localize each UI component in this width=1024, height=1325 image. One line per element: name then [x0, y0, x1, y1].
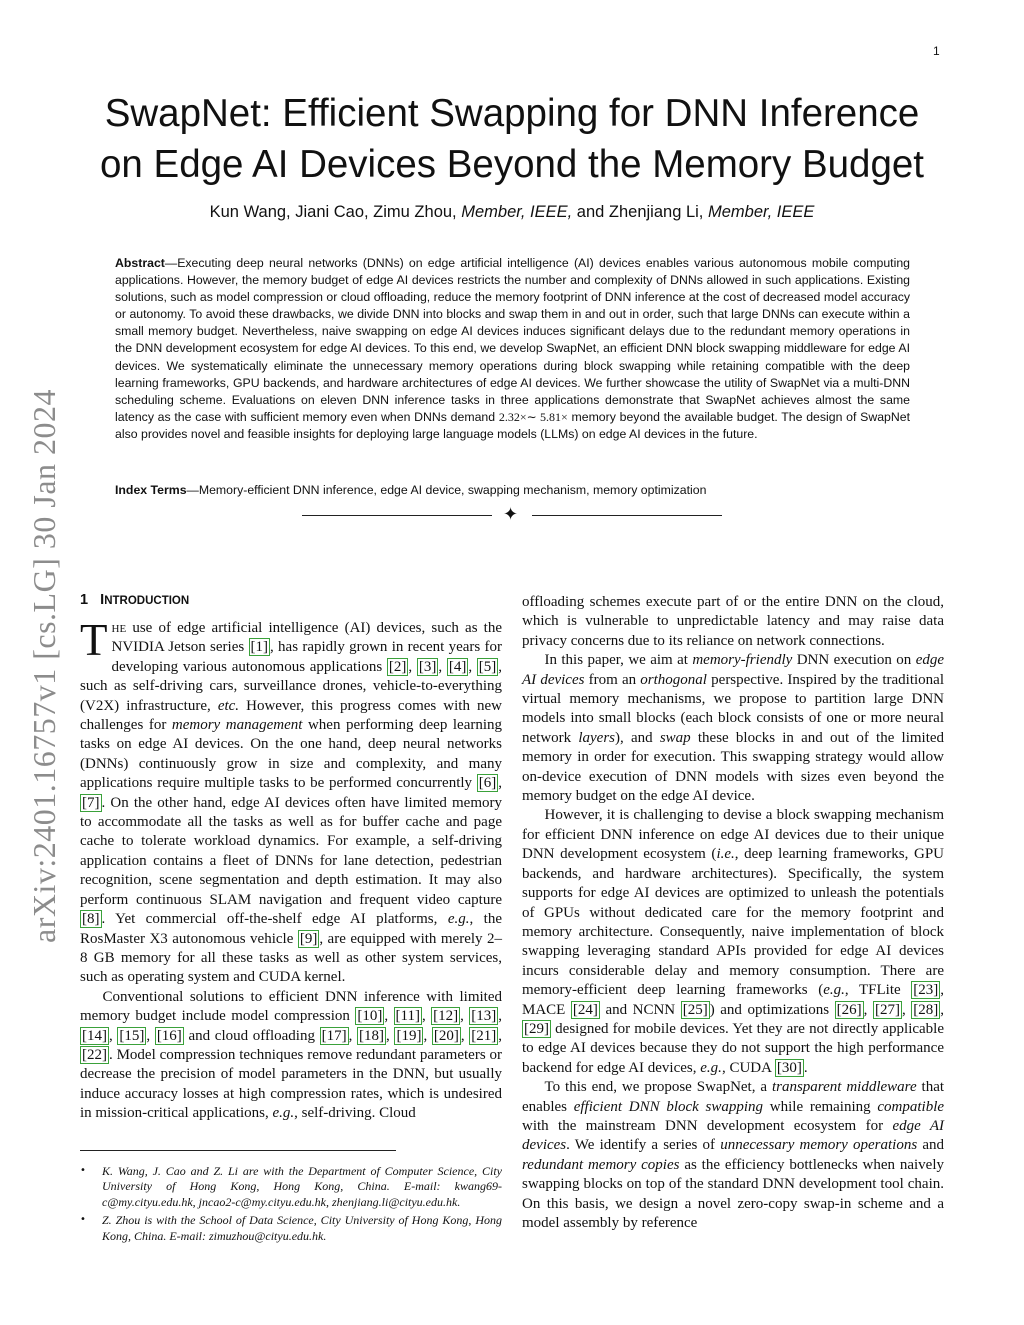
bullet-icon: • — [80, 1214, 86, 1226]
citation-link[interactable]: [11] — [395, 1008, 420, 1025]
text: while remaining — [769, 1098, 871, 1115]
citation-link[interactable]: [2] — [388, 658, 407, 675]
left-column — [80, 615, 503, 1124]
citation-link[interactable]: [23] — [913, 982, 939, 999]
author-role-a: Member, IEEE, — [461, 203, 573, 221]
paper-title — [60, 88, 964, 190]
citation-link[interactable]: [5] — [478, 658, 497, 675]
text: as the efficiency bottlenecks when naively swapping blocks on top of the standard DNN development tool chain. On this basis, we design a novel zero-copy swap-in scheme and a model assembly by reference — [522, 1156, 945, 1231]
paragraph: However, it is challenging to devise a block swapping mechanism for efficient DNN inference on edge AI devices due to their unique DNN development ecosystem (i.e., deep learning frameworks, GPU backends, and hardware architectures). Specifically, the system supports for edge AI devices are optimized to unleash the potentials of GPUs without dedicated care for the memory footprint and memory architecture. Consequently, naive implementation of block swapping leveraging standard APIs provided for edge AI devices incurs considerable delay and memory consumption. There are memory-efficient deep learning frameworks (e.g., TFLite [23] , MACE [24] and NCNN [25] ) and optimizations [26] , [27] , [28] , [29] designed for mobile devices. Yet they are not directly applicable to edge AI devices because they do not support the high performance backend for edge AI devices, e.g., CUDA [30] . — [522, 807, 945, 1076]
citation-link[interactable]: [13] — [471, 1008, 497, 1025]
text: , the RosMaster X3 autonomous vehicle — [80, 911, 502, 947]
author-list — [60, 203, 964, 222]
drop-cap: T — [80, 615, 108, 665]
text: designed for mobile devices. Yet they are not directly applicable to edge AI devices because they do not support the high performance backend for edge AI devices, — [522, 1020, 944, 1076]
author-names-b: and Zhenjiang Li, — [576, 203, 704, 221]
right-column — [522, 593, 944, 1233]
page-number: 1 — [933, 44, 940, 58]
text: , — [498, 775, 502, 792]
emphasis: memory management — [171, 717, 303, 734]
text: . Model compression techniques remove redundant parameters or decrease the precision of model parameters in the DNN, but usually induce accuracy losses at high compression rates, which is undesired in mission-critical applications, — [80, 1046, 502, 1122]
citation-link[interactable]: [8] — [82, 911, 100, 928]
emphasis: etc. — [217, 697, 240, 714]
arxiv-identifier-stamp: arXiv:2401.16757v1 [cs.LG] 30 Jan 2024 — [26, 388, 62, 943]
citation-link[interactable]: [28] — [913, 1001, 939, 1018]
paragraph — [522, 1078, 944, 1233]
bullet-icon: • — [80, 1165, 86, 1176]
text: , — [408, 658, 413, 675]
text: , — [438, 658, 443, 675]
text: , has rapidly grown in recent years for developing various autonomous applications — [111, 639, 502, 675]
citation-link[interactable]: [3] — [418, 658, 437, 675]
section-heading-introduction — [80, 592, 189, 608]
text: when performing deep learning tasks on edge AI devices. On the one hand, deep neural networks (DNNs) continuously grow in size and complexity, and many applications require multiple tasks to be performed concurrently — [80, 717, 503, 792]
emphasis: orthogonal — [640, 671, 707, 688]
separator-line-left — [302, 515, 492, 516]
author-role-b: Member, IEEE — [708, 203, 815, 221]
abstract-label: Abstract — [115, 256, 165, 270]
citation-link[interactable]: [16] — [156, 1027, 182, 1044]
text: DNN execution on — [796, 652, 912, 669]
drop-cap-continuation: he — [111, 620, 127, 636]
author-names-a: Kun Wang, Jiani Cao, Zimu Zhou, — [209, 203, 457, 221]
emphasis: edge AI devices — [522, 1117, 944, 1154]
emphasis: compatible — [877, 1098, 945, 1115]
text: , deep learning frameworks, GPU backends, and hardware architectures). Specifically, the system supports for edge AI devices are optimized to unleash the potentials of GPUs without dedicated care for the memory footprint and memory architecture. Consequently, naive implementation of block swapping leveraging standard APIs provided for edge AI devices incurs considerable delay and memory consumption. There are memory-efficient deep learning frameworks ( — [522, 846, 945, 999]
text: with the mainstream DNN development ecosystem for — [522, 1117, 884, 1134]
emphasis: memory-friendly — [692, 652, 793, 669]
index-terms-label: Index Terms — [115, 483, 187, 497]
citation-link[interactable]: [22] — [82, 1046, 107, 1063]
text: and — [922, 1137, 945, 1154]
separator-diamond-icon: ✦ — [503, 504, 519, 525]
citation-link[interactable]: [18] — [359, 1027, 385, 1044]
citation-link[interactable]: [12] — [433, 1008, 459, 1025]
text: , self-driving. Cloud — [294, 1105, 416, 1122]
emphasis: unnecessary memory operations — [720, 1137, 918, 1154]
text: , MACE — [522, 982, 944, 1018]
text: . On the other hand, edge AI devices often have limited memory to accommodate all the tasks as well as for buffer cache and page cache to tolerate workload dynamics. For example, a self-driving application contains a fleet of DNNs for lane detection, pedestrian recognition, scene segmentation and depth estimation. It may also perform continuous SLAM navigation and frequent video capture — [80, 794, 502, 908]
citation-link[interactable]: [20] — [433, 1027, 459, 1044]
text: To this end, we propose SwapNet, a — [544, 1079, 768, 1096]
index-terms — [115, 482, 910, 499]
citation-link[interactable]: [19] — [396, 1027, 422, 1044]
footnote-affiliation-2 — [80, 1213, 502, 1244]
text: , — [468, 658, 473, 675]
section-initial: I — [100, 592, 105, 608]
citation-link[interactable]: [15] — [119, 1027, 145, 1044]
section-number: 1 — [80, 592, 89, 608]
paragraph: Conventional solutions to efficient DNN inference with limited memory budget include model compression [10] , [11] , [12] , [13] , [14] , [15] , [16] and cloud offloading [17] , [18] , [19] , [20] , [21] , [22] . Model compression techniques remove redundant parameters or decrease the precision of model parameters in the DNN, but usually induce accuracy losses at high compression rates, which is undesired in mission-critical applications, e.g., self-driving. Cloud — [80, 988, 503, 1122]
citation-link[interactable]: [14] — [82, 1027, 107, 1044]
emphasis: e.g. — [700, 1059, 722, 1076]
paragraph — [80, 615, 503, 988]
footnote-text: K. Wang, J. Cao and Z. Li are with the Department of Computer Science, City University of Hong Kong, Hong Kong, China. E-mail: kwang69-c@my.cityu.edu.hk, jncao2-c@my.cityu.edu.hk, zhenjiang.li@cityu.edu.hk. — [102, 1164, 502, 1209]
title-line-2: on Edge AI Devices Beyond the Memory Budget — [100, 143, 924, 186]
section-title-rest: NTRODUCTION — [104, 595, 190, 607]
abstract-math: 2.32×∼ 5.81× — [498, 409, 568, 424]
citation-link[interactable]: [26] — [836, 1001, 862, 1018]
text: from an — [588, 671, 637, 688]
emphasis: layers — [578, 729, 616, 746]
text: that enables — [522, 1079, 945, 1115]
text: However, it is challenging to devise a block swapping mechanism for efficient DNN inference on edge AI devices due to their unique DNN development ecosystem ( — [522, 807, 944, 863]
emphasis: e.g. — [447, 911, 470, 928]
text: use of edge artificial intelligence (AI) devices, such as the NVIDIA Jetson series — [111, 620, 503, 656]
citation-link[interactable]: [10] — [357, 1008, 383, 1025]
text: , CUDA — [721, 1059, 772, 1076]
citation-link[interactable]: [9] — [299, 930, 318, 947]
text: ), and — [615, 729, 653, 746]
text: these blocks in and out of the limited memory in order for execution. This swapping strategy would allow on-device execution of DNN models with sizes even beyond the memory budget on the edge AI device. — [522, 729, 945, 805]
footnote-text: Z. Zhou is with the School of Data Science, City University of Hong Kong, Hong Kong, China. E-mail: zimuzhou@cityu.edu.hk. — [102, 1213, 502, 1243]
citation-link[interactable]: [7] — [82, 794, 100, 811]
text: , TFLite — [844, 982, 901, 999]
footnote-affiliation-1 — [80, 1164, 502, 1210]
abstract — [115, 255, 910, 443]
citation-link[interactable]: [21] — [471, 1027, 497, 1044]
text: However, this progress comes with new challenges for — [80, 697, 503, 734]
citation-link[interactable]: [25] — [682, 1001, 708, 1018]
abstract-text-a: —Executing deep neural networks (DNNs) on edge artificial intelligence (AI) devices enables various autonomous mobile computing applications. However, the memory budget of edge AI devices restricts the number and complexity of DNNs allowed in such applications. Existing solutions, such as model compression or cloud offloading, reduce the memory footprint of DNN inference at the cost of decreased model accuracy or autonomy. To avoid these drawbacks, we divide DNN into blocks and swap them in and out in order, such that large DNNs can execute within a small memory budget. Nevertheless, naive swapping on edge AI devices induces significant delays due to the redundant memory operations in the DNN development ecosystem for edge AI devices. To this end, we develop SwapNet, an efficient DNN block swapping middleware for edge AI devices. We systematically eliminate the unnecessary memory operations during block swapping while retaining compatible with the deep learning frameworks, GPU backends, and hardware architectures of edge AI devices. We further showcase the utility of SwapNet via a multi-DNN scheduling scheme. Evaluations on eleven DNN inference tasks in three applications demonstrate that SwapNet achieves almost the same latency as the case with sufficient memory even when DNNs demand — [115, 256, 910, 424]
citation-link[interactable]: [27] — [874, 1001, 900, 1018]
citation-link[interactable]: [30] — [776, 1059, 802, 1076]
separator-line-right — [532, 515, 722, 516]
citation-link[interactable]: [6] — [478, 775, 497, 792]
citation-link[interactable]: [17] — [321, 1027, 347, 1044]
text: In this paper, we aim at — [544, 652, 688, 669]
paragraph: offloading schemes execute part of or the entire DNN on the cloud, which is vulnerable to unpredictable latency and may raise data privacy concerns due to its reliance on network connections. — [522, 594, 944, 649]
text: Conventional solutions to efficient DNN inference with limited memory budget include model compression — [80, 988, 502, 1025]
index-terms-text: —Memory-efficient DNN inference, edge AI device, swapping mechanism, memory optimization — [186, 483, 707, 497]
emphasis: e.g. — [272, 1105, 295, 1122]
paragraph — [522, 651, 944, 806]
emphasis: e.g. — [823, 982, 845, 999]
emphasis: efficient DNN block swapping — [573, 1098, 764, 1115]
text: . Yet commercial off-the-shelf edge AI platforms, — [101, 911, 438, 928]
text: , such as self-driving cars, surveillance drones, vehicle-to-everything (V2X) infrastructure, — [80, 658, 503, 714]
footnote-rule — [80, 1150, 396, 1151]
emphasis: i.e. — [716, 846, 735, 863]
text: , are equipped with merely 2–8 GB memory for all these tasks as well as other system services, such as operating system and CUDA kernel. — [80, 930, 503, 986]
citation-link[interactable]: [24] — [572, 1001, 598, 1018]
abstract-text-b: memory beyond the available budget. The design of SwapNet also provides novel and feasible insights for deploying large language models (LLMs) on edge AI devices in the future. — [115, 409, 911, 441]
emphasis: swap — [659, 729, 691, 746]
title-line-1: SwapNet: Efficient Swapping for DNN Inference — [104, 92, 920, 135]
emphasis: edge AI devices — [522, 652, 945, 688]
text: ) and optimizations — [709, 1001, 830, 1018]
text: and NCNN — [605, 1001, 676, 1018]
text: . We identify a series of — [566, 1137, 716, 1154]
citation-link[interactable]: [29] — [524, 1020, 549, 1037]
emphasis: redundant memory copies — [522, 1156, 680, 1173]
text: and cloud offloading — [188, 1027, 315, 1044]
citation-link[interactable]: [1] — [250, 639, 269, 656]
citation-link[interactable]: [4] — [448, 658, 467, 675]
footnotes — [80, 1164, 502, 1247]
text: perspective. Inspired by the traditional virtual memory mechanisms, we propose to partition large DNN models into small blocks (each block consists of one or more neural network — [522, 671, 944, 746]
emphasis: transparent middleware — [771, 1079, 917, 1096]
